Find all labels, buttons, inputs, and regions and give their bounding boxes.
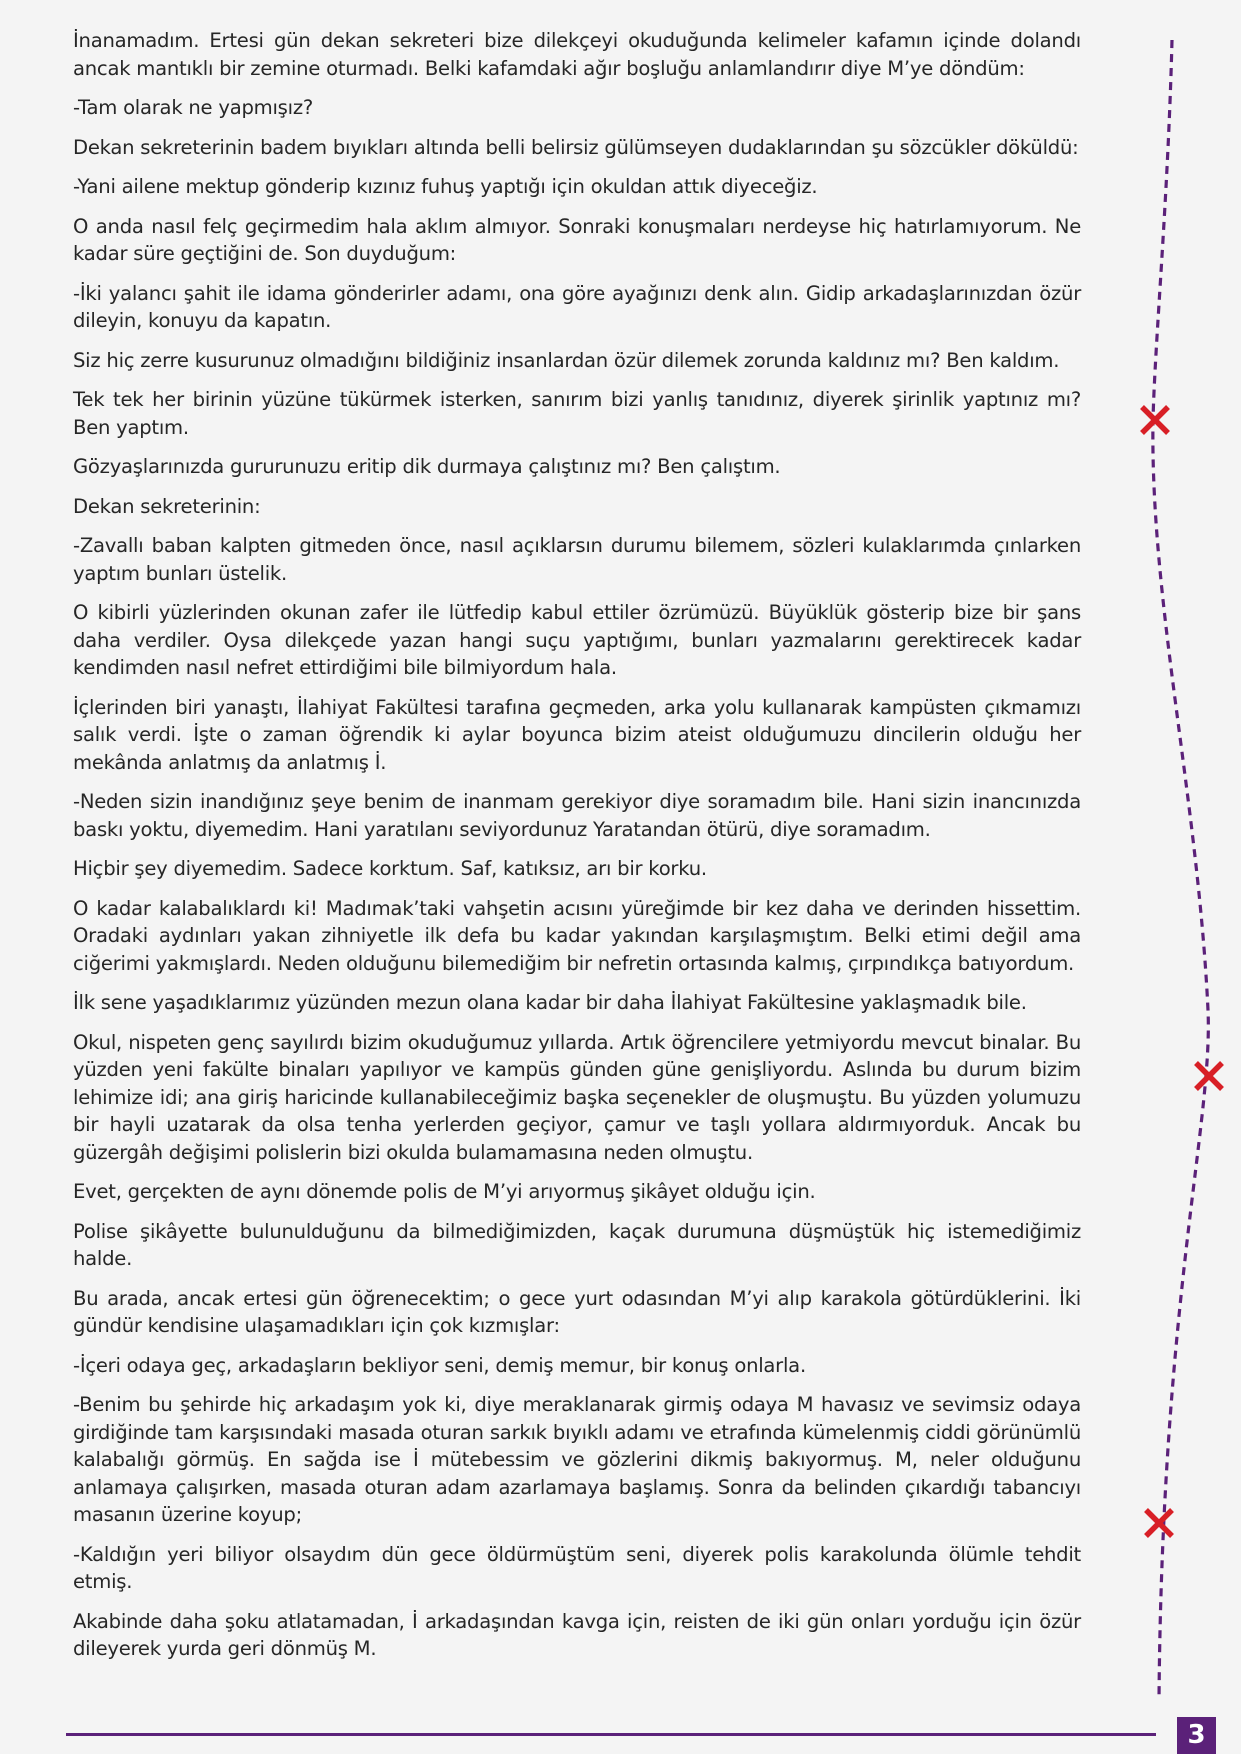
red-x-icon [1142, 407, 1168, 433]
paragraph: Siz hiç zerre kusurunuz olmadığını bildiğiniz insanlardan özür dilemek zorunda kaldınız mı? Ben kaldım. [73, 348, 1060, 372]
paragraph: Akabinde daha şoku atlatamadan, İ arkadaşından kavga için, reisten de iki gün onları yorduğu için özür dileyerek yurda geri dönmüş M. [73, 1609, 1081, 1660]
paragraph: O kibirli yüzlerinden okunan zafer ile lütfedip kabul ettiler özrümüzü. Büyüklük gösterip bize bir şans daha verdiler. Oysa dilekçede yazan hangi suçu yaptığımı, bunları yazmalarını gerektirecek kadar kendimden nasıl nefret ettirdiğimi bile bilmiyordum hala. [73, 601, 1081, 679]
paragraph: Evet, gerçekten de aynı dönemde polis de M’yi arıyormuş şikâyet olduğu için. [73, 1180, 816, 1203]
paragraph: İnanamadım. Ertesi gün dekan sekreteri bize dilekçeyi okuduğunda kelimeler kafamın içinde dolandı ancak mantıklı bir zemine oturmadı. Belki kafamdaki ağır boşluğu anlamlandırır diye M’ye döndüm: [73, 29, 1081, 80]
paragraph: -Yani ailene mektup gönderip kızınız fuhuş yaptığı için okuldan attık diyeceğiz. [73, 175, 818, 198]
paragraph: Hiçbir şey diyemedim. Sadece korktum. Saf, katıksız, arı bir korku. [73, 857, 707, 880]
paragraph: Gözyaşlarınızda gururunuzu eritip dik durmaya çalıştınız mı? Ben çalıştım. [73, 455, 781, 478]
paragraph: -İçeri odaya geç, arkadaşların bekliyor seni, demiş memur, bir konuş onlarla. [73, 1353, 806, 1377]
paragraph: -Neden sizin inandığınız şeye benim de inanmam gerekiyor diye soramadım bile. Hani sizin inancınızda baskı yoktu, diyemedim. Hani yaratılanı seviyordunuz Yaratandan ötürü, diye soramadım. [73, 790, 1081, 841]
paragraph: Dekan sekreterinin badem bıyıkları altında belli belirsiz gülümseyen dudaklarından şu sözcükler döküldü: [73, 135, 1079, 159]
paragraph: -Benim bu şehirde hiç arkadaşım yok ki, diye meraklanarak girmiş odaya M havasız ve sevimsiz odaya girdiğinde tam karşısındaki masada oturan sarkık bıyıklı adamı ve etrafında kümelenmiş ciddi görünümlü kalabalığı görmüş. En sağda ise İ mütebessim ve gözlerini dikmiş bakıyormuş. M, neler olduğunu anlamaya çalışırken, masada oturan adam azarlamaya başlamış. Sonra da belinden çıkardığı tabancıyı masanın üzerine koyup; [73, 1393, 1081, 1526]
red-x-icon [1196, 1063, 1222, 1089]
paragraph: -Kaldığın yeri biliyor olsaydım dün gece öldürmüştüm seni, diyerek polis karakolunda ölümle tehdit etmiş. [73, 1542, 1081, 1593]
paragraph: Dekan sekreterinin: [73, 494, 261, 518]
footer-rule [66, 1733, 1156, 1736]
red-x-icon [1146, 1510, 1172, 1536]
paragraph: O kadar kalabalıklardı ki! Madımak’taki vahşetin acısını yüreğimde bir kez daha ve derinden hissettim. Oradaki aydınları yakan zihniyetle ilk defa bu kadar yakından karşılaşmıştım. Belki etimi değil ama ciğerimi yakmışlardı. Neden olduğunu bilemediğim bir nefretin ortasında kalmış, çırpındıkça batıyordum. [73, 896, 1081, 975]
dashed-cut-line [1153, 40, 1208, 1700]
paragraph: Polise şikâyette bulunulduğunu da bilmediğimizden, kaçak durumuna düşmüştük hiç istemediğimiz halde. [73, 1219, 1081, 1270]
paragraph: Okul, nispeten genç sayılırdı bizim okuduğumuz yıllarda. Artık öğrencilere yetmiyordu mevcut binalar. Bu yüzden yeni fakülte binaları yapılıyor ve kampüs günden güne genişliyordu. Aslında bu durum bizim lehimize idi; ana giriş haricinde kullanabileceğimiz başka seçenekler de oluşmuştu. Bu yüzden yolumuzu bir hayli uzatarak da olsa tenha yerlerden geçiyor, çamur ve taşlı yollara aldırmıyorduk. Ancak bu güzergâh değişimi polislerin bizi okulda bulamamasına neden olmuştu. [73, 1030, 1081, 1164]
paragraph: Bu arada, ancak ertesi gün öğrenecektim; o gece yurt odasından M’yi alıp karakola götürdüklerini. İki gündür kendisine ulaşamadıkları için çok kızmışlar: [73, 1286, 1081, 1337]
paragraph: -Tam olarak ne yapmışız? [73, 96, 314, 119]
paragraph: -Zavallı baban kalpten gitmeden önce, nasıl açıklarsın durumu bilemem, sözleri kulaklarımda çınlarken yaptım bunları üstelik. [73, 534, 1081, 585]
paragraph: İlk sene yaşadıklarımız yüzünden mezun olana kadar bir daha İlahiyat Fakültesine yaklaşmadık bile. [73, 991, 1027, 1014]
paragraph: Tek tek her birinin yüzüne tükürmek isterken, sanırım bizi yanlış tanıdınız, diyerek şirinlik yaptınız mı? Ben yaptım. [73, 388, 1081, 439]
page-number: 3 [1177, 1717, 1216, 1754]
paragraph: O anda nasıl felç geçirmedim hala aklım almıyor. Sonraki konuşmaları nerdeyse hiç hatırlamıyorum. Ne kadar süre geçtiğini de. Son duyduğum: [73, 214, 1081, 265]
paragraph: -İki yalancı şahit ile idama gönderirler adamı, ona göre ayağınızı denk alın. Gidip arkadaşlarınızdan özür dileyin, konuyu da kapatın. [73, 281, 1081, 332]
paragraph: İçlerinden biri yanaştı, İlahiyat Fakültesi tarafına geçmeden, arka yolu kullanarak kampüsten çıkmamızı salık verdi. İşte o zaman öğrendik ki aylar boyunca bizim ateist olduğumuzu dincilerin olduğu her mekânda anlatmış da anlatmış İ. [73, 695, 1081, 774]
